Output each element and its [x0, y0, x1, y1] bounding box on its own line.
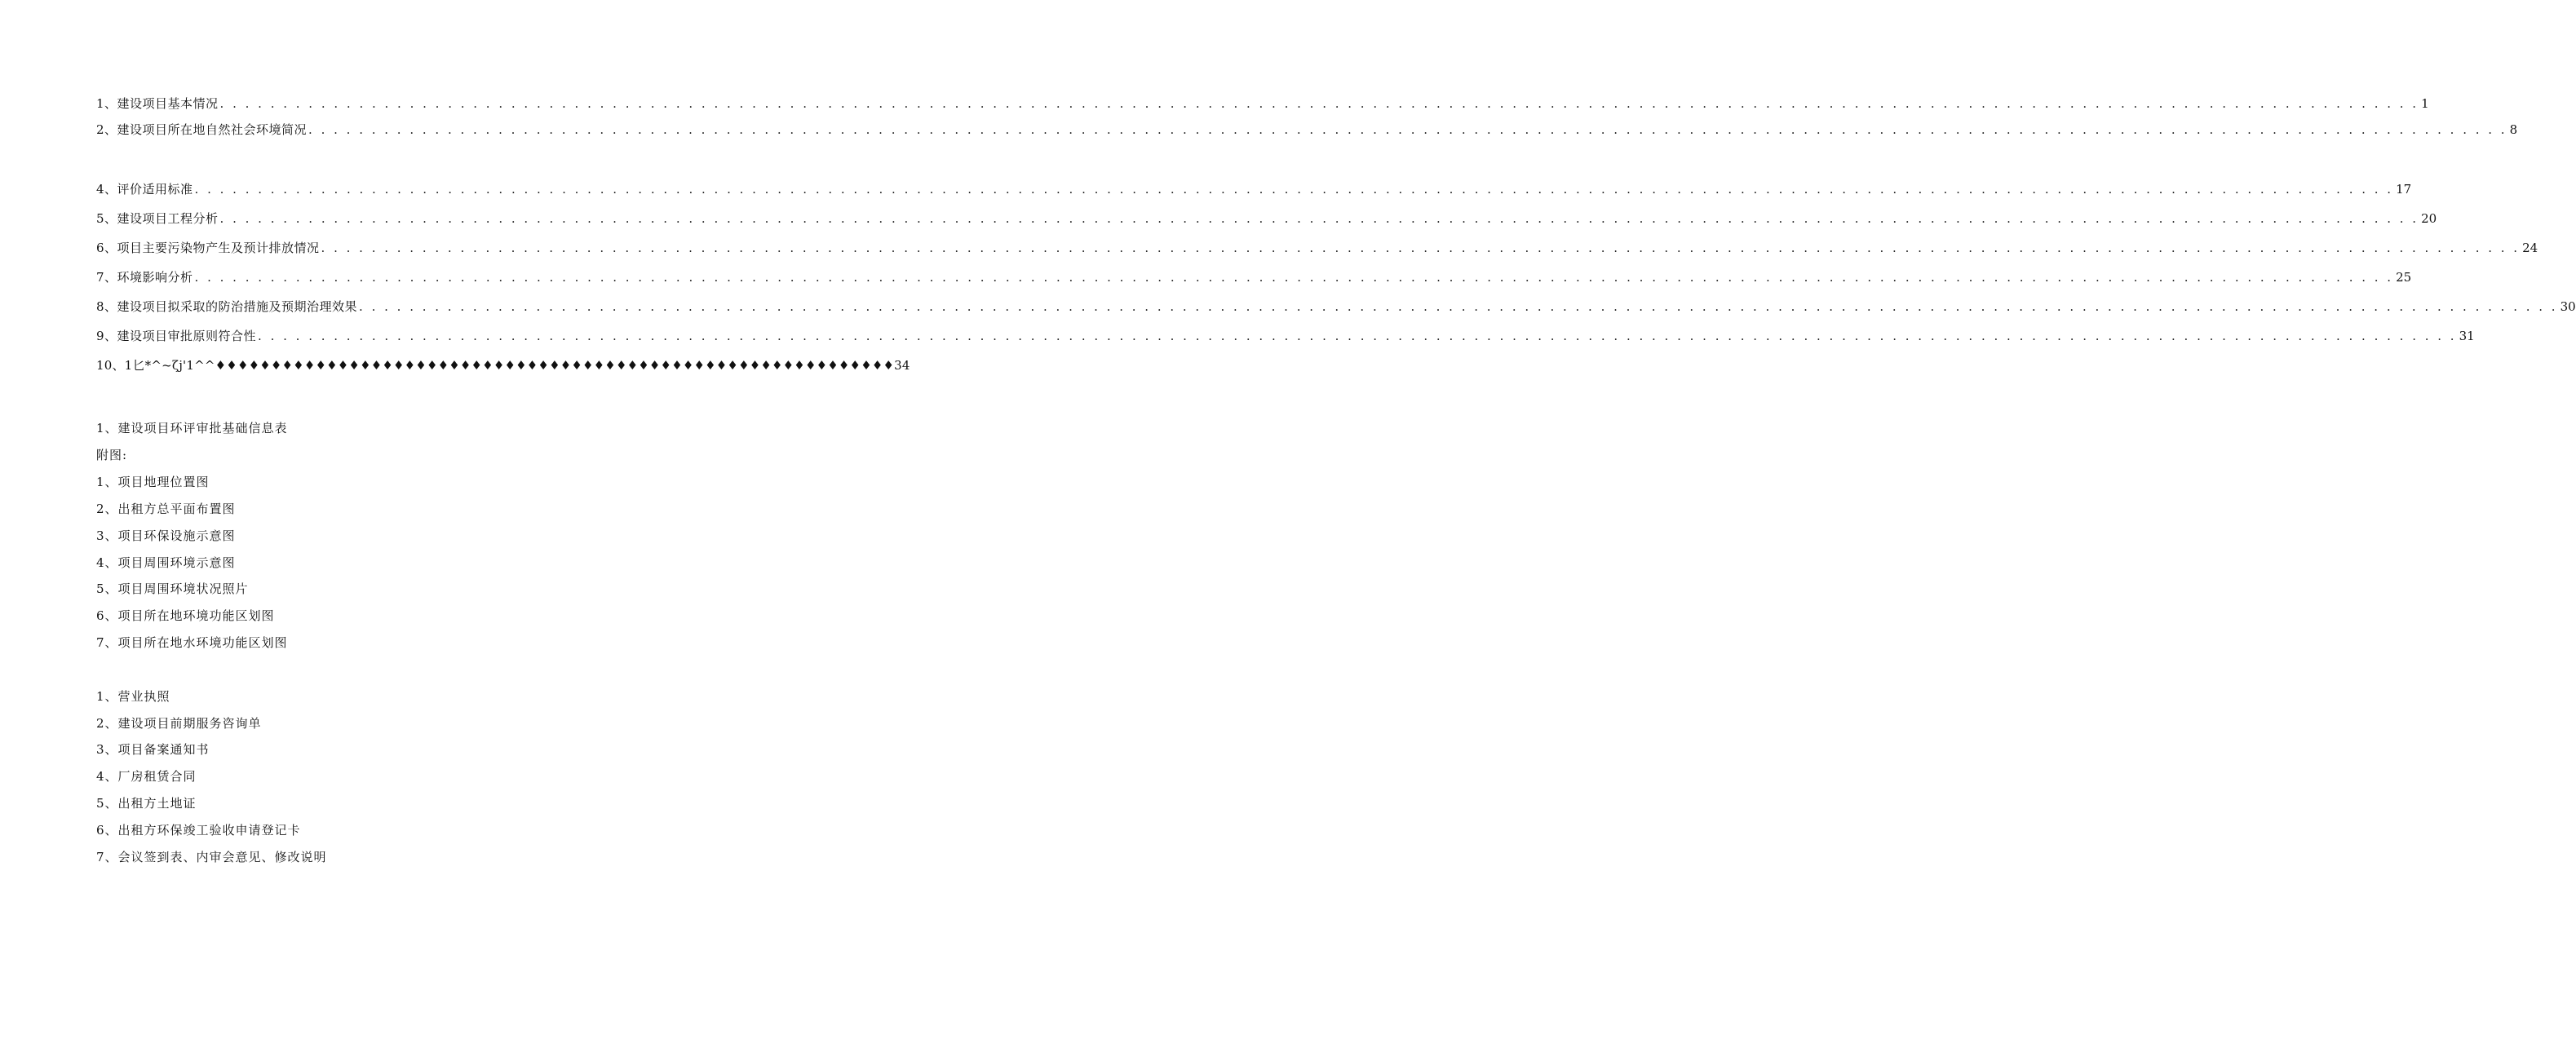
toc-entry-7[interactable] [96, 268, 2412, 286]
toc-entry-6[interactable] [96, 239, 2538, 257]
figure-item: 7、项目所在地水环境功能区划图 [96, 635, 288, 650]
attachment-item: 3、项目备案通知书 [96, 742, 210, 757]
toc-title: 5、建设项目工程分析 [96, 211, 219, 226]
figure-item: 5、项目周围环境状况照片 [96, 581, 249, 596]
figure-item: 6、项目所在地环境功能区划图 [96, 608, 275, 623]
toc-page-number: 8 [2509, 122, 2518, 137]
attached-table-item: 1、建设项目环评审批基础信息表 [96, 421, 288, 435]
toc-page-number: 17 [2396, 182, 2412, 197]
dot-leader [308, 122, 2507, 137]
toc-entry-1[interactable] [96, 95, 2429, 113]
toc-title: 2、建设项目所在地自然社会环境简况 [96, 122, 308, 137]
figure-item: 3、项目环保设施示意图 [96, 528, 236, 543]
toc-entry-5[interactable] [96, 210, 2437, 228]
toc-entry-8[interactable] [96, 298, 2576, 316]
toc-title: 4、评价适用标准 [96, 182, 193, 197]
dot-leader [195, 270, 2394, 285]
toc-title: 7、环境影响分析 [96, 270, 193, 285]
attachment-item: 2、建设项目前期服务咨询单 [96, 716, 262, 731]
dot-leader [195, 182, 2394, 197]
toc-page-number: 20 [2421, 211, 2437, 226]
attachment-item: 4、厂房租赁合同 [96, 769, 197, 784]
toc-entry-2[interactable] [96, 121, 2518, 139]
toc-title: 8、建设项目拟采取的防治措施及预期治理效果 [96, 299, 358, 314]
toc-page-number: 25 [2396, 270, 2412, 285]
attachment-item: 5、出租方土地证 [96, 796, 197, 811]
toc-entry-4[interactable] [96, 180, 2412, 198]
attachment-item: 6、出租方环保竣工验收申请登记卡 [96, 823, 301, 838]
dot-leader [220, 96, 2419, 111]
attachment-item: 1、营业执照 [96, 689, 170, 704]
toc-page-number: 30 [2560, 299, 2576, 314]
figures-heading: 附图: [96, 448, 128, 462]
dot-leader [220, 211, 2419, 226]
toc-title: 1、建设项目基本情况 [96, 96, 219, 111]
attachment-item: 7、会议签到表、内审会意见、修改说明 [96, 850, 327, 864]
dot-leader [258, 329, 2457, 343]
dot-leader [321, 241, 2521, 255]
toc-page-number: 31 [2459, 329, 2475, 343]
toc-page-number: 1 [2421, 96, 2429, 111]
figure-item: 1、项目地理位置图 [96, 475, 210, 489]
toc-entry-10-garbled: 10、1匕*^~ζj'1^^♦♦♦♦♦♦♦♦♦♦♦♦♦♦♦♦♦♦♦♦♦♦♦♦♦♦♦♦♦♦♦♦♦♦♦♦♦♦♦♦♦♦♦♦♦♦♦♦♦♦♦♦♦♦♦♦♦♦♦♦♦34 [96, 358, 910, 373]
toc-title: 6、项目主要污染物产生及预计排放情况 [96, 241, 320, 255]
figure-item: 4、项目周围环境示意图 [96, 555, 236, 570]
figure-item: 2、出租方总平面布置图 [96, 502, 236, 516]
toc-entry-9[interactable] [96, 327, 2475, 345]
toc-page-number: 24 [2522, 241, 2538, 255]
toc-title: 9、建设项目审批原则符合性 [96, 329, 257, 343]
dot-leader [359, 299, 2558, 314]
